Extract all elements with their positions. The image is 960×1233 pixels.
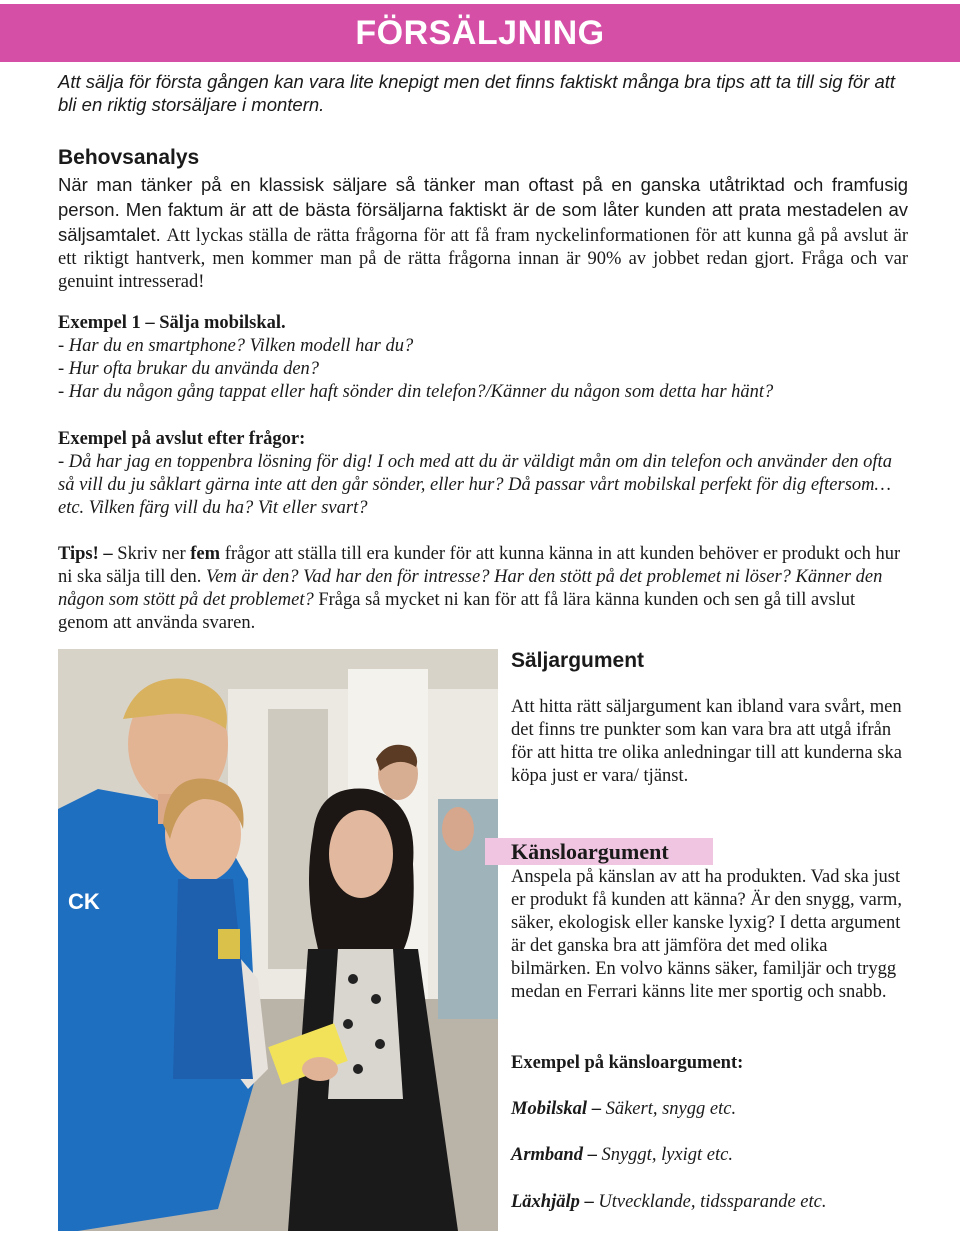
behovsanalys-serif-text: Att lyckas ställa de rätta frågorna för att få fram nyckelinformationen för att kunna gå på avslut är ett riktigt hantverk, men kommer man på de rätta frågorna innan är 90% av jobbet redan gjort. Fråga och var genuint intresserad! [58,226,908,292]
example1-heading: Exempel 1 – Sälja mobilskal. [58,313,286,333]
intro-text: Att sälja för första gången kan vara lite knepigt men det finns faktiskt många bra tips att ta till sig för att bli en riktig storsäljare i montern. [58,71,896,115]
example1-line: - Hur ofta brukar du använda den? [58,359,320,379]
sales-photo [58,649,498,1231]
tips-text-1: Skriv ner [117,544,191,564]
tips-text-2: frågor att ställa till era kunder för att kunna känna in att kunden behöver er produkt och hur ni ska sälja till den. [58,544,901,587]
tips-text-3: Fråga så mycket ni kan för att få lära känna kunden och sen gå till avslut genom att använda svaren. [58,590,856,633]
saljargument-text: Att hitta rätt säljargument kan ibland vara svårt, men det finns tre punkter som kan vara bra att utgå ifrån för att hitta tre olika anledningar till att kunderna ska köpa just er vara/ tjänst. [511,697,902,786]
tips-bold: fem [190,544,221,564]
photo-illustration [58,649,498,1231]
example-sep: – [587,1099,606,1119]
kansloargument-examples-heading: Exempel på känsloargument: [511,1053,744,1073]
tips-block [58,543,908,635]
example-desc: Säkert, snygg etc. [605,1099,737,1119]
example-term: Läxhjälp [511,1192,580,1212]
example-desc: Snyggt, lyxigt etc. [601,1145,733,1165]
example-desc: Utvecklande, tidssparande etc. [598,1192,827,1212]
kansloargument-heading: Känsloargument [511,839,669,864]
saljargument-heading: Säljargument [511,649,645,672]
example-term: Armband [511,1145,583,1165]
example-item [511,1191,826,1214]
example1-block [58,312,908,404]
behovsanalys-sans-text: När man tänker på en klassisk säljare så tänker man oftast på en ganska utåtriktad och framfusig person. Men faktum är att de bästa försäljarna faktiskt är de som låter kunden att prata mestadelen av säljsamtalet. [58,174,908,245]
closing-heading: Exempel på avslut efter frågor: [58,429,306,449]
tips-label: Tips! [58,544,99,564]
example-sep: – [579,1192,599,1212]
example1-line: - Har du någon gång tappat eller haft sönder din telefon?/Känner du någon som detta har hänt? [58,382,774,402]
title-banner [0,4,960,62]
behovsanalys-heading: Behovsanalys [58,146,200,169]
page-title: FÖRSÄLJNING [355,14,605,52]
example-term: Mobilskal [511,1099,588,1119]
example-item [511,1144,733,1167]
shirt-logo-text: CK [68,889,100,914]
behovsanalys-body [58,173,908,294]
example-sep: – [582,1145,602,1165]
closing-block [58,428,908,520]
kansloargument-text: Anspela på känslan av att ha produkten. Vad ska just er produkt få kunden att känna? Är den snygg, varm, säker, ekologisk eller kanske lyxig? I detta argument är det ganska bra att jämföra det med olika bilmärken. En volvo känns säker, familjär och trygg medan en Ferrari känns lite mer sportig och snabb. [511,867,902,1002]
example1-line: - Har du en smartphone? Vilken modell har du? [58,336,414,356]
closing-text: - Då har jag en toppenbra lösning för dig! I och med att du är väldigt mån om din telefon och använder den ofta så vill du ju såklart gärna inte att den går sönder, eller hur? Då passar vårt mobilskal perfekt för dig eftersom… etc. Vilken färg vill du ha? Vit eller svart? [58,452,892,518]
tips-italic: Vem är den? Vad har den för intresse? Har den stött på det problemet ni löser? Känner den någon som stött på det problemet? [58,567,883,610]
example-item [511,1098,736,1121]
tips-dash: – [98,544,118,564]
